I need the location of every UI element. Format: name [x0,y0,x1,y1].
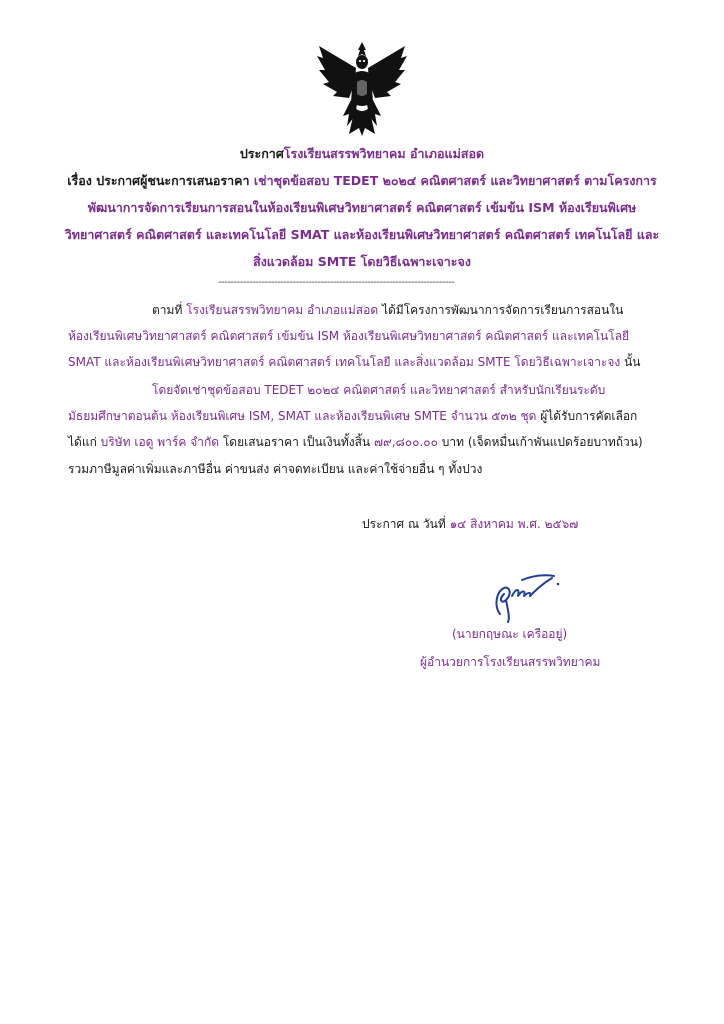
heading-line-4 [40,227,684,243]
p2-price-amount: ๗๙,๘๐๐.๐๐ [373,435,438,449]
p2-item-detail: มัธยมศึกษาตอนต้น ห้องเรียนพิเศษ ISM, SMAT และห้องเรียนพิเศษ SMTE จำนวน ๕๓๒ ชุด [68,409,537,423]
body-p1-line-2: ห้องเรียนพิเศษวิทยาศาสตร์ คณิตศาสตร์ เข้มข้น ISM ห้องเรียนพิเศษวิทยาศาสตร์ คณิตศาสตร์ และเทคโนโลยี [68,329,630,343]
heading-project-part-2: วิทยาศาสตร์ คณิตศาสตร์ และเทคโนโลยี SMAT และห้องเรียนพิเศษวิทยาศาสตร์ คณิตศาสตร์ เทคโนโลยี และ [64,227,660,242]
announcement-date [362,516,578,532]
date-value: ๑๔ สิงหาคม พ.ศ. ๒๕๖๗ [449,517,579,531]
garuda-emblem [313,38,411,138]
heading-subject-item: เช่าชุดข้อสอบ TEDET ๒๐๒๔ คณิตศาสตร์ และวิทยาศาสตร์ ตามโครงการ [253,173,657,188]
heading-project-part-1: พัฒนาการจัดการเรียนการสอนในห้องเรียนพิเศษวิทยาศาสตร์ คณิตศาสตร์ เข้มข้น ISM ห้องเรียนพิเศษ [87,200,637,215]
p1-school: โรงเรียนสรรพวิทยาคม อำเภอแม่สอด [186,303,379,317]
p1-project-end: SMAT และห้องเรียนพิเศษวิทยาศาสตร์ คณิตศาสตร์ เทคโนโลยี และสิ่งแวดล้อม SMTE โดยวิธีเฉพาะเจาะจง [68,355,621,369]
divider-line: ---------------------------------------------------------------------------- [218,279,455,287]
heading-project-part-3: สิ่งแวดล้อม SMTE โดยวิธีเฉพาะเจาะจง [253,254,471,269]
body-p2-line-2 [68,408,637,424]
date-label: ประกาศ ณ วันที่ [362,517,450,531]
p2-price-words: บาท (เจ็ดหมื่นเก้าพันแปดร้อยบาทถ้วน) [437,435,643,449]
heading-subject-prefix: เรื่อง ประกาศผู้ชนะการเสนอราคา [67,173,254,188]
heading-line-1 [40,146,684,162]
handwritten-signature [482,570,562,625]
p2-winner-label: ได้แก่ [68,435,101,449]
signatory-name: (นายกฤษณะ เครืออยู่) [452,627,568,641]
heading-issuer-prefix: ประกาศ [239,146,284,161]
p2-price-label: โดยเสนอราคา เป็นเงินทั้งสิ้น [219,435,374,449]
p1-lead: ตามที่ [152,303,187,317]
body-p2-line-1 [152,382,605,398]
p1-rest: ได้มีโครงการพัฒนาการจัดการเรียนการสอนใน [378,303,624,317]
heading-issuer-school: โรงเรียนสรรพวิทยาคม อำเภอแม่สอด [283,146,485,161]
body-p2-line-4: รวมภาษีมูลค่าเพิ่มและภาษีอื่น ค่าขนส่ง ค่าจดทะเบียน และค่าใช้จ่ายอื่น ๆ ทั้งปวง [68,462,483,476]
p2-item: โดยจัดเช่าชุดข้อสอบ TEDET ๒๐๒๔ คณิตศาสตร์ และวิทยาศาสตร์ สำหรับนักเรียนระดับ [152,383,606,397]
heading-line-5 [40,254,684,270]
body-p1-line-3 [68,354,641,370]
p1-closing: นั้น [620,355,641,369]
p2-winner-company: บริษัท เอดู พาร์ค จำกัด [100,435,220,449]
heading-line-3 [40,200,684,216]
p2-selected-label: ผู้ได้รับการคัดเลือก [536,409,638,423]
signatory-position: ผู้อำนวยการโรงเรียนสรรพวิทยาคม [420,655,601,669]
heading-line-2 [40,173,684,189]
body-p2-line-3 [68,434,643,450]
body-p1-line-1 [152,302,623,318]
